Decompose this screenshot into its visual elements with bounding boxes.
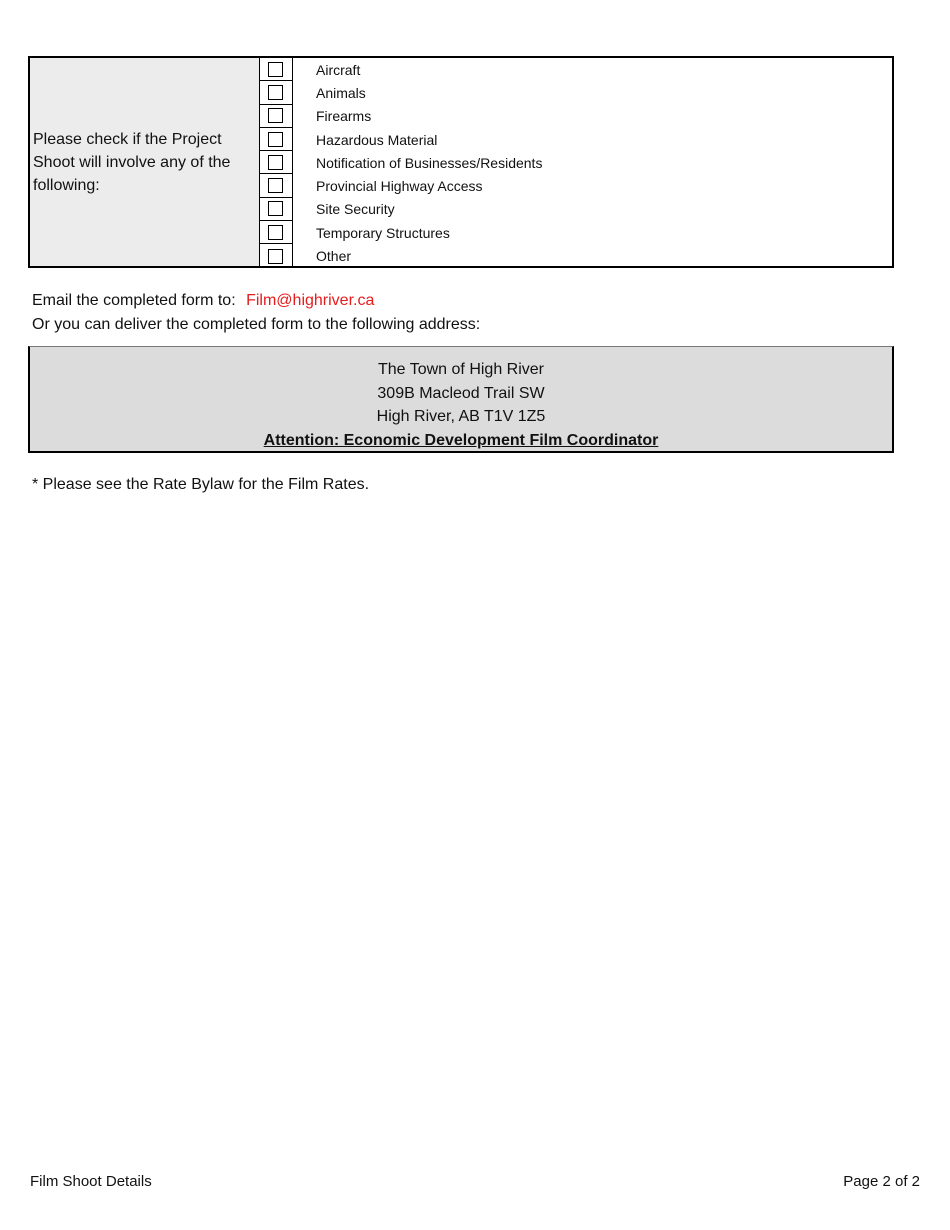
checklist-question-text: Please check if the Project Shoot will involve any of the following: <box>33 130 231 194</box>
email-link[interactable]: Film@highriver.ca <box>246 292 375 309</box>
checkbox-animals[interactable] <box>268 85 283 100</box>
checkbox-temporary-structures[interactable] <box>268 225 283 240</box>
option-label-firearms: Firearms <box>316 108 372 125</box>
address-line-3: High River, AB T1V 1Z5 <box>376 408 546 426</box>
deliver-instruction: Or you can deliver the completed form to the following address: <box>32 316 481 333</box>
address-attention: Attention: Economic Development Film Coordinator <box>263 431 659 449</box>
footer-page-number: Page 2 of 2 <box>843 1173 920 1190</box>
involvement-checklist <box>28 56 894 268</box>
option-label-highway-access: Provincial Highway Access <box>316 178 483 195</box>
mailing-address-box <box>28 346 894 453</box>
option-label-hazardous-material: Hazardous Material <box>316 131 438 148</box>
option-label-other: Other <box>316 248 352 265</box>
option-label-notification: Notification of Businesses/Residents <box>316 154 543 171</box>
option-labels <box>316 58 892 266</box>
checkbox-highway-access[interactable] <box>268 178 283 193</box>
checkbox-hazardous-material[interactable] <box>268 132 283 147</box>
email-prefix: Email the completed form to: <box>32 292 236 309</box>
address-line-2: 309B Macleod Trail SW <box>377 384 545 402</box>
checkbox-firearms[interactable] <box>268 108 283 123</box>
footer-document-title: Film Shoot Details <box>30 1173 152 1190</box>
option-label-animals: Animals <box>316 84 366 101</box>
checkbox-other[interactable] <box>268 249 283 264</box>
checkbox-aircraft[interactable] <box>268 62 283 77</box>
checkbox-column <box>260 58 293 266</box>
option-label-site-security: Site Security <box>316 201 395 218</box>
option-label-aircraft: Aircraft <box>316 61 361 78</box>
address-line-1: The Town of High River <box>378 361 544 378</box>
option-label-temporary-structures: Temporary Structures <box>316 224 450 241</box>
email-instruction <box>32 292 374 310</box>
checkbox-site-security[interactable] <box>268 201 283 216</box>
checklist-question <box>30 58 260 266</box>
rate-bylaw-note: * Please see the Rate Bylaw for the Film Rates. <box>32 476 370 493</box>
checkbox-notification[interactable] <box>268 155 283 170</box>
